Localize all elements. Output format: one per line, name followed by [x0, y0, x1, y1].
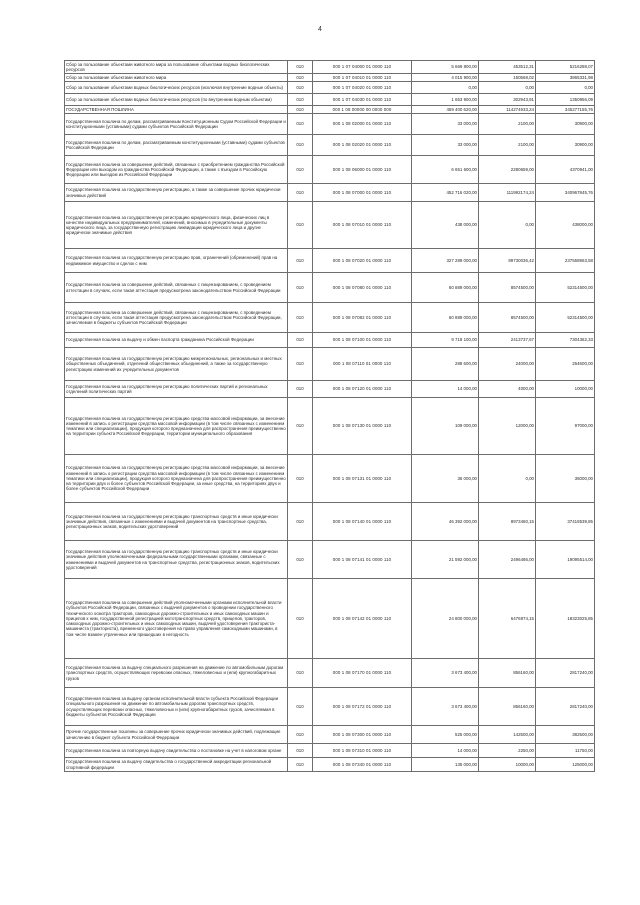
- table-row: [65, 381, 595, 398]
- income-name-cell: Государственная пошлина за выдачу свидетельства о государственной аккредитации региональной спортивной федерации: [65, 758, 288, 772]
- executed-cell: 2100,00: [479, 135, 536, 156]
- executed-cell: 0,00: [479, 202, 536, 249]
- unexecuted-cell: 36000,00: [536, 455, 595, 503]
- unexecuted-cell: 0,00: [536, 82, 595, 94]
- approved-plan-cell: 9 718 100,00: [412, 333, 479, 348]
- budget-code-cell: 000 1 08 07010 01 0000 110: [313, 202, 412, 249]
- table-row: [65, 135, 595, 156]
- unexecuted-cell: 11750,00: [536, 744, 595, 758]
- budget-code-cell: 000 1 07 04010 01 0000 110: [313, 74, 412, 82]
- approved-plan-cell: 1 653 900,00: [412, 94, 479, 106]
- budget-code-cell: 000 1 08 07082 01 0000 110: [313, 303, 412, 333]
- executed-cell: 453512,31: [479, 61, 536, 74]
- approved-plan-cell: 36 000,00: [412, 455, 479, 503]
- line-code-cell: 010: [288, 726, 313, 744]
- budget-code-cell: 000 1 08 07130 01 0000 110: [313, 398, 412, 455]
- unexecuted-cell: 382500,00: [536, 726, 595, 744]
- executed-cell: 856160,00: [479, 688, 536, 726]
- approved-plan-cell: 60 889 000,00: [412, 273, 479, 303]
- approved-plan-cell: 452 716 020,00: [412, 184, 479, 202]
- line-code-cell: 010: [288, 333, 313, 348]
- income-name-cell: Государственная пошлина за государственную регистрацию средства массовой информации, за внесение изменений в запись о регистрации средства массовой информации (в том числе связанных с изменением тематики или специализации), продукция которого предназначена для распространения преимущественно на территории субъекта Российской Федерации, территории муниципального образования: [65, 398, 288, 455]
- budget-code-cell: 000 1 07 04030 01 0000 110: [313, 94, 412, 106]
- income-name-cell: Государственная пошлина за совершение действий уполномоченными органами исполнительной власти субъектов Российской Федерации, связанных с выдачей документов о проведении государственного технического осмотра тракторов, самоходных дорожно-строительных и иных самоходных машин и прицепов к ним, государственной регистрацией мототранспортных средств, прицепов, тракторов, самоходных дорожно-строительных и иных самоходных машин, выдачей удостоверения тракториста-машиниста (тракториста), временного удостоверения на право управления самоходными машинами, в том числе взамен утраченных или пришедших в негодность: [65, 579, 288, 659]
- approved-plan-cell: 288 600,00: [412, 348, 479, 381]
- unexecuted-cell: 1350956,09: [536, 94, 595, 106]
- unexecuted-cell: 52314500,00: [536, 273, 595, 303]
- unexecuted-cell: 18323025,85: [536, 579, 595, 659]
- budget-code-cell: 000 1 08 07142 01 0000 110: [313, 579, 412, 659]
- unexecuted-cell: 52314500,00: [536, 303, 595, 333]
- table-row: [65, 348, 595, 381]
- executed-cell: 8574500,00: [479, 303, 536, 333]
- budget-code-cell: 000 1 08 07300 01 0000 110: [313, 726, 412, 744]
- approved-plan-cell: 33 000,00: [412, 114, 479, 135]
- approved-plan-cell: 24 800 000,00: [412, 579, 479, 659]
- line-code-cell: 010: [288, 74, 313, 82]
- executed-cell: 0,00: [479, 82, 536, 94]
- budget-code-cell: 000 1 08 06000 01 0000 110: [313, 156, 412, 184]
- line-code-cell: 010: [288, 541, 313, 579]
- income-name-cell: Государственная пошлина за государственную регистрацию транспортных средств и иные юридически значимые действия, связанные с изменениями и выдачей документов на транспортные средства, регистрационных знаков, водительских удостоверений: [65, 503, 288, 541]
- income-name-cell: Государственная пошлина за выдачу и обмен паспорта гражданина Российской Федерации: [65, 333, 288, 348]
- approved-plan-cell: 438 000,00: [412, 202, 479, 249]
- executed-cell: 142500,00: [479, 726, 536, 744]
- approved-plan-cell: 6 651 600,00: [412, 156, 479, 184]
- budget-code-cell: 000 1 07 04000 01 0000 110: [313, 61, 412, 74]
- budget-code-cell: 000 1 08 07120 01 0000 110: [313, 381, 412, 398]
- table-row: [65, 758, 595, 772]
- line-code-cell: 010: [288, 579, 313, 659]
- executed-cell: 2496486,00: [479, 541, 536, 579]
- table-row: [65, 249, 595, 273]
- budget-code-cell: 000 1 08 02000 01 0000 110: [313, 114, 412, 135]
- approved-plan-cell: 3 673 400,00: [412, 688, 479, 726]
- income-name-cell: Государственная пошлина по делам, рассматриваемым Конституционным Судом Российской Федерации и конституционными (уставными) судами субъектов Российской Федерации: [65, 114, 288, 135]
- income-name-cell: Сбор за пользование объектами животного мира: [65, 74, 288, 82]
- table-row: [65, 273, 595, 303]
- budget-code-cell: 000 1 08 07110 01 0000 110: [313, 348, 412, 381]
- line-code-cell: 010: [288, 249, 313, 273]
- table-row: [65, 579, 595, 659]
- budget-code-cell: 000 1 08 07020 01 0000 110: [313, 249, 412, 273]
- income-name-cell: Государственная пошлина за выдачу специального разрешения на движение по автомобильным дорогам транспортных средств, осуществляющих перевозки опасных, тяжеловесных и (или) крупногабаритных грузов: [65, 659, 288, 688]
- table-row: [65, 61, 595, 74]
- line-code-cell: 010: [288, 744, 313, 758]
- approved-plan-cell: 46 392 000,00: [412, 503, 479, 541]
- income-name-cell: ГОСУДАРСТВЕННАЯ ПОШЛИНА: [65, 106, 288, 114]
- executed-cell: 114274933,24: [479, 106, 536, 114]
- table-row: [65, 94, 595, 106]
- budget-code-cell: 000 1 08 07310 01 0000 110: [313, 744, 412, 758]
- executed-cell: 24000,00: [479, 348, 536, 381]
- executed-cell: 111992174,24: [479, 184, 536, 202]
- income-name-cell: Государственная пошлина за повторную выдачу свидетельства о постановке на учет в налоговом органе: [65, 744, 288, 758]
- income-name-cell: Государственная пошлина за совершение действий, связанных с лицензированием, с проведением аттестации в случаях, если такая аттестация предусмотрена законодательством Российской Федерации, зачисляемая в бюджеты субъектов Российской Федерации: [65, 303, 288, 333]
- line-code-cell: 010: [288, 688, 313, 726]
- budget-code-cell: 000 1 08 07131 01 0000 110: [313, 455, 412, 503]
- unexecuted-cell: 97000,00: [536, 398, 595, 455]
- executed-cell: 2100,00: [479, 114, 536, 135]
- budget-code-cell: 000 1 08 00000 00 0000 000: [313, 106, 412, 114]
- executed-cell: 2280659,00: [479, 156, 536, 184]
- income-name-cell: Государственная пошлина за государственную регистрацию прав, ограничений (обременений) прав на недвижимое имущество и сделок с ним: [65, 249, 288, 273]
- table-row: [65, 114, 595, 135]
- budget-code-cell: 000 1 08 07141 01 0000 110: [313, 541, 412, 579]
- approved-plan-cell: 459 400 620,00: [412, 106, 479, 114]
- unexecuted-cell: 237558963,58: [536, 249, 595, 273]
- budget-code-cell: 000 1 08 07140 01 0000 110: [313, 503, 412, 541]
- unexecuted-cell: 2817240,00: [536, 659, 595, 688]
- table-row: [65, 455, 595, 503]
- line-code-cell: 010: [288, 348, 313, 381]
- executed-cell: 150568,02: [479, 74, 536, 82]
- table-row: [65, 106, 595, 114]
- income-name-cell: Сбор за пользование объектами животного мира за пользование объектами водных биологических ресурсов: [65, 61, 288, 74]
- line-code-cell: 010: [288, 82, 313, 94]
- executed-cell: 2250,00: [479, 744, 536, 758]
- income-name-cell: Прочие государственные пошлины за совершение прочих юридически значимых действий, подлежащие зачислению в бюджет субъекта Российской Федерации: [65, 726, 288, 744]
- unexecuted-cell: 30900,00: [536, 114, 595, 135]
- income-name-cell: Государственная пошлина за совершение действий, связанных с лицензированием, с проведением аттестации в случаях, если такая аттестация предусмотрена законодательством Российской Федерации: [65, 273, 288, 303]
- approved-plan-cell: 14 000,00: [412, 744, 479, 758]
- table-row: [65, 333, 595, 348]
- approved-plan-cell: 525 000,00: [412, 726, 479, 744]
- income-name-cell: Государственная пошлина за государственную регистрацию юридического лица, физических лиц в качестве индивидуальных предпринимателей, изменений, вносимых в учредительные документы юридического лица, за государственную регистрацию ликвидации юридического лица и другие юридически значимые действия: [65, 202, 288, 249]
- unexecuted-cell: 37418539,85: [536, 503, 595, 541]
- income-name-cell: Государственная пошлина по делам, рассматриваемым конституционными (уставными) судами субъектов Российской Федерации: [65, 135, 288, 156]
- executed-cell: 4000,00: [479, 381, 536, 398]
- unexecuted-cell: 345277155,76: [536, 106, 595, 114]
- table-row: [65, 303, 595, 333]
- executed-cell: 856160,00: [479, 659, 536, 688]
- income-name-cell: Государственная пошлина за совершение действий, связанных с приобретением гражданства Российской Федерации или выходом из гражданства Российской Федерации, а также с въездом в Российскую Федерацию или выездом из Российской Федерации: [65, 156, 288, 184]
- income-name-cell: Государственная пошлина за выдачу органом исполнительной власти субъекта Российской Федерации специального разрешения на движение по автомобильным дорогам транспортных средств, осуществляющих перевозки опасных, тяжеловесных и (или) крупногабаритных грузов, зачисляемая в бюджеты субъектов Российской Федерации: [65, 688, 288, 726]
- approved-plan-cell: 109 000,00: [412, 398, 479, 455]
- table-row: [65, 659, 595, 688]
- executed-cell: 0,00: [479, 455, 536, 503]
- line-code-cell: 010: [288, 135, 313, 156]
- executed-cell: 2413737,67: [479, 333, 536, 348]
- approved-plan-cell: 5 669 800,00: [412, 61, 479, 74]
- unexecuted-cell: 10000,00: [536, 381, 595, 398]
- line-code-cell: 010: [288, 61, 313, 74]
- unexecuted-cell: 264600,00: [536, 348, 595, 381]
- line-code-cell: 010: [288, 106, 313, 114]
- executed-cell: 8973460,15: [479, 503, 536, 541]
- budget-code-cell: 000 1 08 07340 01 0000 110: [313, 758, 412, 772]
- income-name-cell: Сбор за пользование объектами водных биологических ресурсов (по внутренним водным объектам): [65, 94, 288, 106]
- unexecuted-cell: 7304362,33: [536, 333, 595, 348]
- table-row: [65, 541, 595, 579]
- approved-plan-cell: 0,00: [412, 82, 479, 94]
- line-code-cell: 010: [288, 758, 313, 772]
- executed-cell: 10000,00: [479, 758, 536, 772]
- executed-cell: 12000,00: [479, 398, 536, 455]
- executed-cell: 89730036,42: [479, 249, 536, 273]
- approved-plan-cell: 33 000,00: [412, 135, 479, 156]
- table-row: [65, 74, 595, 82]
- budget-code-cell: 000 1 08 07170 01 0000 110: [313, 659, 412, 688]
- executed-cell: 6476974,15: [479, 579, 536, 659]
- executed-cell: 302943,91: [479, 94, 536, 106]
- line-code-cell: 010: [288, 114, 313, 135]
- table-row: [65, 82, 595, 94]
- unexecuted-cell: 5216288,07: [536, 61, 595, 74]
- table-row: [65, 688, 595, 726]
- unexecuted-cell: 19095514,00: [536, 541, 595, 579]
- income-name-cell: Сбор за пользование объектами водных биологических ресурсов (исключая внутренние водные объекты): [65, 82, 288, 94]
- page-number: 4: [318, 26, 322, 33]
- budget-income-table: [64, 60, 595, 772]
- unexecuted-cell: 2817240,00: [536, 688, 595, 726]
- budget-code-cell: 000 1 08 07000 01 0000 110: [313, 184, 412, 202]
- line-code-cell: 010: [288, 455, 313, 503]
- line-code-cell: 010: [288, 381, 313, 398]
- unexecuted-cell: 3865331,98: [536, 74, 595, 82]
- line-code-cell: 010: [288, 659, 313, 688]
- table-row: [65, 398, 595, 455]
- table-row: [65, 184, 595, 202]
- unexecuted-cell: 125000,00: [536, 758, 595, 772]
- line-code-cell: 010: [288, 202, 313, 249]
- table-row: [65, 503, 595, 541]
- income-name-cell: Государственная пошлина за государственную регистрацию межрегиональных, региональных и местных общественных объединений, отделений общественных объединений, а также за государственную регистрацию изменений их учредительных документов: [65, 348, 288, 381]
- approved-plan-cell: 21 592 000,00: [412, 541, 479, 579]
- budget-code-cell: 000 1 08 07100 01 0000 110: [313, 333, 412, 348]
- approved-plan-cell: 327 289 000,00: [412, 249, 479, 273]
- approved-plan-cell: 4 015 900,00: [412, 74, 479, 82]
- income-name-cell: Государственная пошлина за государственную регистрацию политических партий и региональных отделений политических партий: [65, 381, 288, 398]
- budget-code-cell: 000 1 08 07080 01 0000 110: [313, 273, 412, 303]
- line-code-cell: 010: [288, 273, 313, 303]
- approved-plan-cell: 3 673 400,00: [412, 659, 479, 688]
- unexecuted-cell: 340967845,76: [536, 184, 595, 202]
- income-name-cell: Государственная пошлина за государственную регистрацию средства массовой информации, за внесение изменений в запись о регистрации средства массовой информации (в том числе связанных с изменением тематики или специализации), продукция которого предназначена для распространения преимущественно на территории двух и более субъектов Российской Федерации, за иные средства, на территориях двух и более субъектов Российской Федерации: [65, 455, 288, 503]
- line-code-cell: 010: [288, 94, 313, 106]
- line-code-cell: 010: [288, 503, 313, 541]
- line-code-cell: 010: [288, 184, 313, 202]
- approved-plan-cell: 135 000,00: [412, 758, 479, 772]
- executed-cell: 8574500,00: [479, 273, 536, 303]
- unexecuted-cell: 30900,00: [536, 135, 595, 156]
- table-row: [65, 202, 595, 249]
- line-code-cell: 010: [288, 156, 313, 184]
- income-name-cell: Государственная пошлина за государственную регистрацию транспортных средств и иные юридически значимые действия уполномоченными федеральными государственными органами, связанные с изменениями и выдачей документов на транспортные средства, регистрационных знаков, водительских удостоверений: [65, 541, 288, 579]
- table-row: [65, 726, 595, 744]
- unexecuted-cell: 4370941,00: [536, 156, 595, 184]
- approved-plan-cell: 14 000,00: [412, 381, 479, 398]
- budget-code-cell: 000 1 07 04020 01 0000 110: [313, 82, 412, 94]
- table-row: [65, 744, 595, 758]
- unexecuted-cell: 438000,00: [536, 202, 595, 249]
- approved-plan-cell: 60 889 000,00: [412, 303, 479, 333]
- budget-code-cell: 000 1 08 07172 01 0000 110: [313, 688, 412, 726]
- line-code-cell: 010: [288, 303, 313, 333]
- table-row: [65, 156, 595, 184]
- budget-code-cell: 000 1 08 02020 01 0000 110: [313, 135, 412, 156]
- income-name-cell: Государственная пошлина за государственную регистрацию, а также за совершение прочих юридически значимых действий: [65, 184, 288, 202]
- line-code-cell: 010: [288, 398, 313, 455]
